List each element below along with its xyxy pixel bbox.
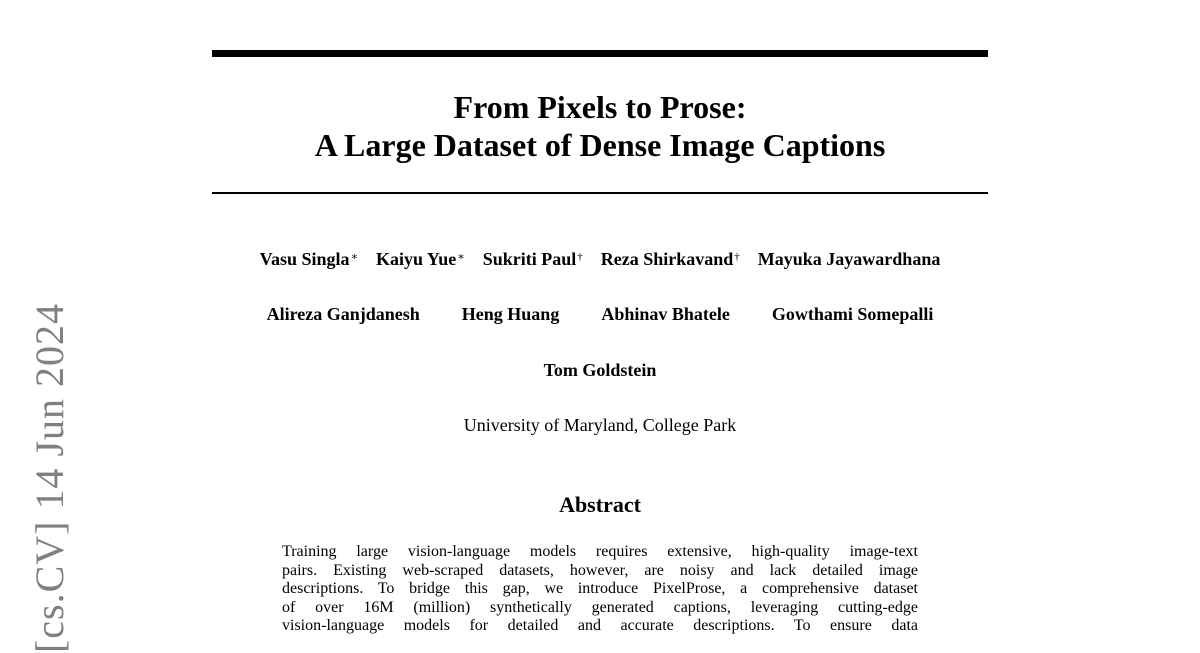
paper-title: [212, 88, 988, 164]
author-mark: ∗: [350, 251, 359, 263]
author-mark: †: [577, 251, 583, 263]
author-mark: †: [734, 251, 740, 263]
author-row-1: [200, 248, 1000, 270]
author-mark: ∗: [457, 251, 465, 263]
author-row-3: [200, 359, 1000, 381]
abstract-line: Training large vision-language models requires extensive, high-quality image-text: [282, 543, 918, 560]
author: Alireza Ganjdanesh: [266, 304, 420, 324]
author: Gowthami Somepalli: [771, 304, 934, 324]
author: Tom Goldstein: [543, 360, 657, 380]
author-row-2: [200, 303, 1000, 325]
abstract-body: [282, 543, 918, 636]
abstract-line: of over 16M (million) synthetically generated captions, leveraging cutting-edge: [282, 598, 918, 616]
author: Heng Huang: [461, 304, 560, 324]
title-line-2: A Large Dataset of Dense Image Captions: [314, 127, 886, 163]
title-rule: [212, 192, 988, 194]
arxiv-identifier-stamp: [cs.CV] 14 Jun 2024: [27, 302, 72, 653]
abstract-line: vision-language models for detailed and accurate descriptions. To ensure data: [282, 617, 918, 634]
top-rule: [212, 50, 988, 57]
abstract-line: descriptions. To bridge this gap, we introduce PixelProse, a comprehensive dataset: [282, 580, 918, 597]
author: Kaiyu Yue∗: [376, 249, 465, 269]
author: Vasu Singla∗: [259, 249, 359, 269]
author: Sukriti Paul†: [482, 249, 583, 269]
affiliation: University of Maryland, College Park: [463, 415, 737, 435]
abstract-line: pairs. Existing web-scraped datasets, however, are noisy and lack detailed image: [282, 561, 918, 579]
author: Mayuka Jayawardhana: [757, 249, 941, 269]
author: Abhinav Bhatele: [601, 304, 730, 324]
author: Reza Shirkavand†: [600, 249, 740, 269]
title-line-1: From Pixels to Prose:: [453, 89, 747, 125]
abstract-heading: Abstract: [559, 492, 641, 517]
